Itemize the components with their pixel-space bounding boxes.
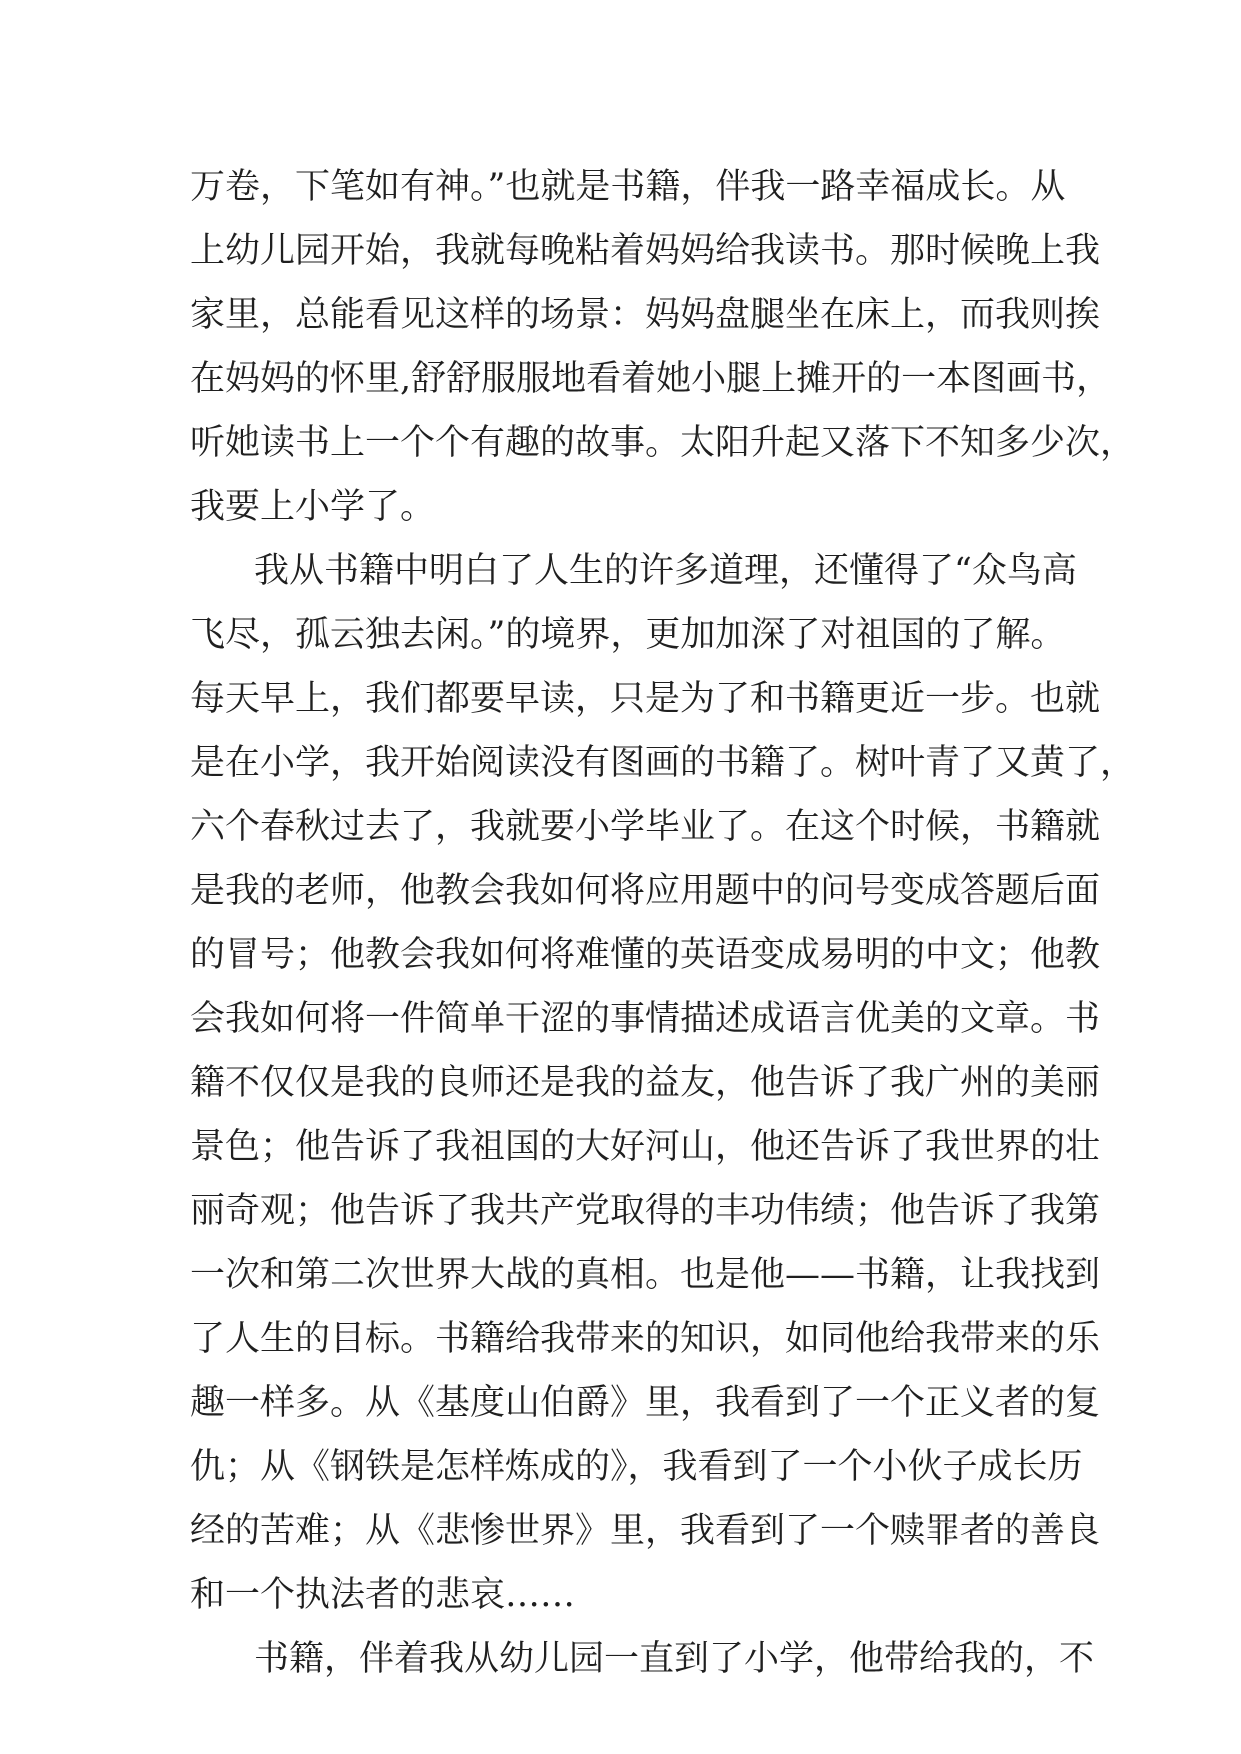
text-line-15: 籍不仅仅是我的良师还是我的益友，他告诉了我广州的美丽 [190, 1063, 1101, 1103]
text-line-13: 的冒号；他教会我如何将难懂的英语变成易明的中文；他教 [190, 935, 1101, 975]
text-line-17: 丽奇观；他告诉了我共产党取得的丰功伟绩；他告诉了我第 [190, 1191, 1101, 1231]
text-line-3: 家里，总能看见这样的场景：妈妈盘腿坐在床上，而我则挨 [190, 295, 1101, 335]
text-line-2: 上幼儿园开始，我就每晚粘着妈妈给我读书。那时候晚上我 [190, 231, 1101, 271]
text-line-1: 万卷，下笔如有神。”也就是书籍，伴我一路幸福成长。从 [190, 167, 1066, 207]
text-line-18: 一次和第二次世界大战的真相。也是他——书籍，让我找到 [190, 1255, 1101, 1295]
text-line-24: 书籍，伴着我从幼儿园一直到了小学，他带给我的，不 [254, 1639, 1095, 1679]
text-line-23: 和一个执法者的悲哀…… [190, 1575, 576, 1615]
text-line-21: 仇；从《钢铁是怎样炼成的》，我看到了一个小伙子成长历 [190, 1447, 1083, 1487]
text-line-4: 在妈妈的怀里,舒舒服服地看着她小腿上摊开的一本图画书， [190, 359, 1112, 399]
text-line-6: 我要上小学了。 [190, 487, 436, 527]
text-line-8: 飞尽，孤云独去闲。”的境界，更加加深了对祖国的了解。 [190, 615, 1066, 655]
text-line-12: 是我的老师，他教会我如何将应用题中的问号变成答题后面 [190, 871, 1101, 911]
text-line-7: 我从书籍中明白了人生的许多道理，还懂得了“众鸟高 [254, 551, 1077, 591]
text-line-16: 景色；他告诉了我祖国的大好河山，他还告诉了我世界的壮 [190, 1127, 1101, 1167]
text-line-19: 了人生的目标。书籍给我带来的知识，如同他给我带来的乐 [190, 1319, 1101, 1359]
text-line-22: 经的苦难；从《悲惨世界》里，我看到了一个赎罪者的善良 [190, 1511, 1101, 1551]
essay-body [190, 155, 1136, 1691]
text-line-9: 每天早上，我们都要早读，只是为了和书籍更近一步。也就 [190, 679, 1101, 719]
text-line-14: 会我如何将一件简单干涩的事情描述成语言优美的文章。书 [190, 999, 1101, 1039]
text-line-20: 趣一样多。从《基度山伯爵》里，我看到了一个正义者的复 [190, 1383, 1101, 1423]
text-line-10: 是在小学，我开始阅读没有图画的书籍了。树叶青了又黄了， [190, 743, 1136, 783]
text-line-5: 听她读书上一个个有趣的故事。太阳升起又落下不知多少次， [190, 423, 1136, 463]
text-line-11: 六个春秋过去了，我就要小学毕业了。在这个时候，书籍就 [190, 807, 1101, 847]
